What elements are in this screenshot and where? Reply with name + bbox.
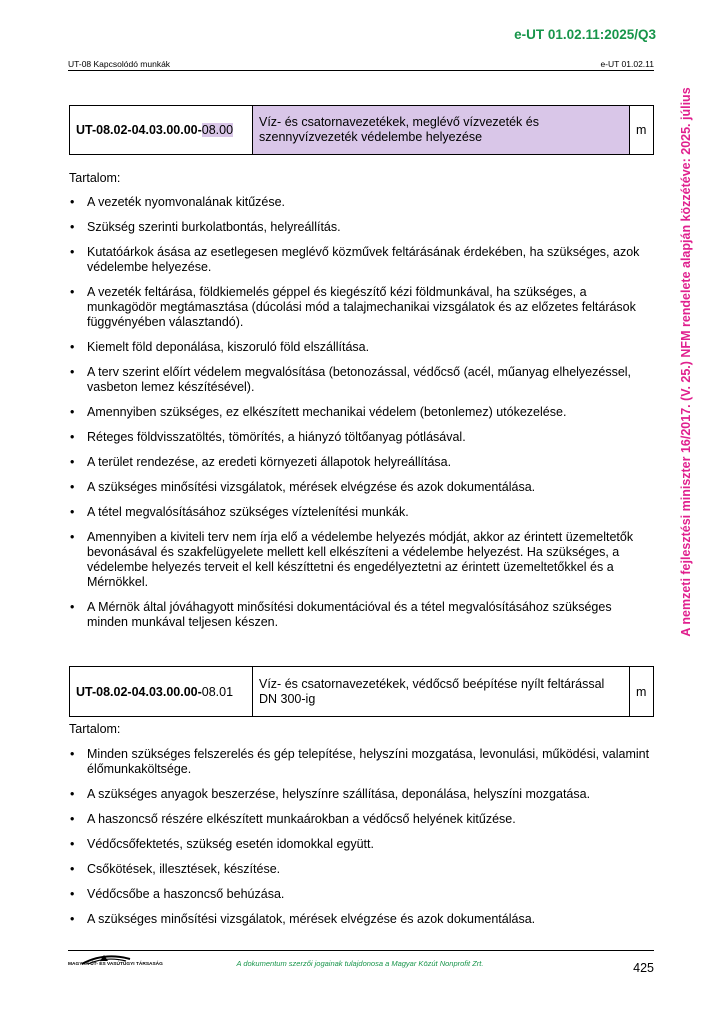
list-item: • Szükség szerinti burkolatbontás, helyreállítás. bbox=[69, 220, 654, 235]
content-label: Tartalom: bbox=[69, 722, 121, 736]
item-unit: m bbox=[630, 106, 654, 155]
list-item: • Amennyiben a kiviteli terv nem írja elő a védelembe helyezés módját, akkor az érintett üzemeltetők bevonásával és szakfelügyelete mellett kell elkészíteni a védelembe helyezést. Ha szükséges, a védelembe helyezés terveit el kell készíttetni és engedélyeztetni az érintett üzemeltetőkkel és a Mérnökkel. bbox=[69, 530, 654, 590]
running-header bbox=[68, 59, 654, 71]
copyright-notice: A dokumentum szerzői jogainak tulajdonosa a Magyar Közút Nonprofit Zrt. bbox=[236, 959, 484, 968]
header-left-label: UT-08 Kapcsolódó munkák bbox=[68, 59, 171, 69]
item-description: Víz- és csatornavezetékek, védőcső beépítése nyílt feltárással DN 300-ig bbox=[253, 667, 630, 717]
list-item: • A szükséges minősítési vizsgálatok, mérések elvégzése és azok dokumentálása. bbox=[69, 480, 654, 495]
list-item: • Védőcsőbe a haszoncső behúzása. bbox=[69, 887, 654, 902]
document-code: e-UT 01.02.11:2025/Q3 bbox=[514, 27, 656, 42]
item-code-main: UT-08.02-04.03.00.00- bbox=[76, 684, 202, 699]
publication-side-note bbox=[672, 87, 700, 637]
logo-text: MAGYAR ÚT- ÉS VASÚTÜGYI TÁRSASÁG bbox=[68, 962, 163, 967]
list-item: • A vezeték nyomvonalának kitűzése. bbox=[69, 195, 654, 210]
side-note-text: A nemzeti fejlesztési miniszter 16/2017. (V. 25.) NFM rendelete alapján közzétéve: 2025. július bbox=[679, 87, 693, 637]
list-item: • Kutatóárkok ásása az esetlegesen meglévő közművek feltárásának érdekében, ha szükséges, azok védelembe helyezése. bbox=[69, 245, 654, 275]
list-item: • Védőcsőfektetés, szükség esetén idomokkal együtt. bbox=[69, 837, 654, 852]
content-label: Tartalom: bbox=[69, 171, 121, 185]
item-unit: m bbox=[630, 667, 654, 717]
item-description: Víz- és csatornavezetékek, meglévő vízvezeték és szennyvízvezeték védelembe helyezése bbox=[253, 106, 630, 155]
list-item: • A vezeték feltárása, földkiemelés géppel és kiegészítő kézi földmunkával, ha szükséges, a munkagödör megtámasztása (dúcolási mód a talajmechanikai vizsgálatok és az előzetes feltárások függvényében választandó). bbox=[69, 285, 654, 330]
footer-divider bbox=[68, 950, 654, 951]
item-code-suffix: 08.01 bbox=[201, 684, 234, 699]
item-code-main: UT-08.02-04.03.00.00- bbox=[76, 123, 202, 137]
list-item: • Minden szükséges felszerelés és gép telepítése, helyszíni mozgatása, levonulási, működési, valamint élőmunkaköltsége. bbox=[69, 747, 654, 777]
list-item: • A terv szerint előírt védelem megvalósítása (betonozással, védőcső (acél, műanyag elhelyezéssel, vasbeton lemez készítésével). bbox=[69, 365, 654, 395]
list-item: • A Mérnök által jóváhagyott minősítési dokumentációval és a tétel megvalósításához szükséges minden munkával teljesen készen. bbox=[69, 600, 654, 630]
item-table-1 bbox=[69, 105, 654, 155]
item-code-suffix: 08.00 bbox=[201, 123, 234, 137]
item-code-cell bbox=[70, 667, 253, 717]
page-number: 425 bbox=[633, 961, 654, 975]
list-item: • A haszoncső részére elkészített munkaárokban a védőcső helyének kitűzése. bbox=[69, 812, 654, 827]
list-item: • Kiemelt föld deponálása, kiszoruló föld elszállítása. bbox=[69, 340, 654, 355]
list-item: • A szükséges minősítési vizsgálatok, mérések elvégzése és azok dokumentálása. bbox=[69, 912, 654, 927]
item-table-2 bbox=[69, 666, 654, 717]
content-list-1 bbox=[69, 195, 654, 640]
list-item: • Amennyiben szükséges, ez elkészített mechanikai védelem (betonlemez) utókezelése. bbox=[69, 405, 654, 420]
item-code-cell bbox=[70, 106, 253, 155]
list-item: • A terület rendezése, az eredeti környezeti állapotok helyreállítása. bbox=[69, 455, 654, 470]
list-item: • Réteges földvisszatöltés, tömörítés, a hiányzó töltőanyag pótlásával. bbox=[69, 430, 654, 445]
header-right-label: e-UT 01.02.11 bbox=[600, 59, 654, 69]
content-list-2 bbox=[69, 747, 654, 937]
list-item: • Csőkötések, illesztések, készítése. bbox=[69, 862, 654, 877]
list-item: • A szükséges anyagok beszerzése, helyszínre szállítása, deponálása, helyszíni mozgatása. bbox=[69, 787, 654, 802]
list-item: • A tétel megvalósításához szükséges víztelenítési munkák. bbox=[69, 505, 654, 520]
